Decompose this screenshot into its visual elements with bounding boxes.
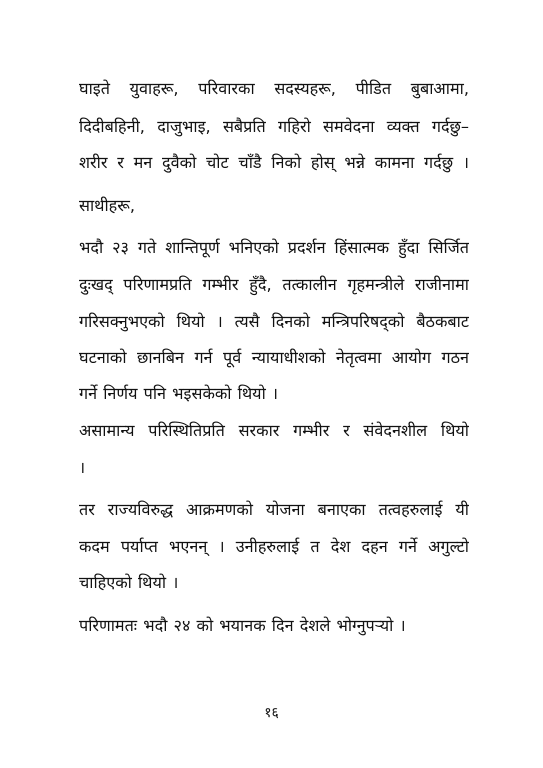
- paragraph-3-line-2: दुःखद् परिणामप्रति गम्भीर हुँदै, तत्कालीन गृहमन्त्रीले राजीनामा: [79, 275, 469, 294]
- paragraph-3-line-5: गर्ने निर्णय पनि भइसकेको थियो ।: [79, 384, 279, 403]
- paragraph-6-line-1: परिणामतः भदौ २४ को भयानक दिन देशले भोग्नुपर्‍यो ।: [79, 616, 406, 635]
- paragraph-1-line-2: दिदीबहिनी, दाजुभाइ, सबैप्रति गहिरो समवेदना व्यक्त गर्दछु–: [79, 117, 469, 136]
- paragraph-5-line-3: चाहिएको थियो ।: [79, 573, 179, 592]
- paragraph-3-line-1: भदौ २३ गते शान्तिपूर्ण भनिएको प्रदर्शन हिंसात्मक हुँदा सिर्जित: [79, 238, 469, 257]
- paragraph-5-line-2: कदम पर्याप्त भएनन् । उनीहरुलाई त देश दहन गर्ने अगुल्टो: [79, 537, 469, 556]
- paragraph-1-line-3: शरीर र मन दुवैको चोट चाँडै निको होस् भन्ने कामना गर्दछु ।: [79, 153, 469, 172]
- paragraph-3-line-3: गरिसक्नुभएको थियो । त्यसै दिनको मन्त्रिपरिषद्को बैठकबाट: [79, 312, 469, 331]
- paragraph-1-line-1: घाइते युवाहरू, परिवारका सदस्यहरू, पीडित बुबाआमा,: [79, 79, 469, 98]
- paragraph-4-line-2: ।: [79, 458, 86, 477]
- paragraph-5-line-1: तर राज्यविरुद्ध आक्रमणको योजना बनाएका तत्वहरुलाई यी: [79, 500, 469, 519]
- paragraph-2-salutation: साथीहरू,: [79, 196, 135, 215]
- page-number: १६: [264, 705, 279, 721]
- paragraph-4-line-1: असामान्य परिस्थितिप्रति सरकार गम्भीर र संवेदनशील थियो: [79, 421, 469, 440]
- paragraph-3-line-4: घटनाको छानबिन गर्न पूर्व न्यायाधीशको नेतृत्वमा आयोग गठन: [79, 348, 469, 367]
